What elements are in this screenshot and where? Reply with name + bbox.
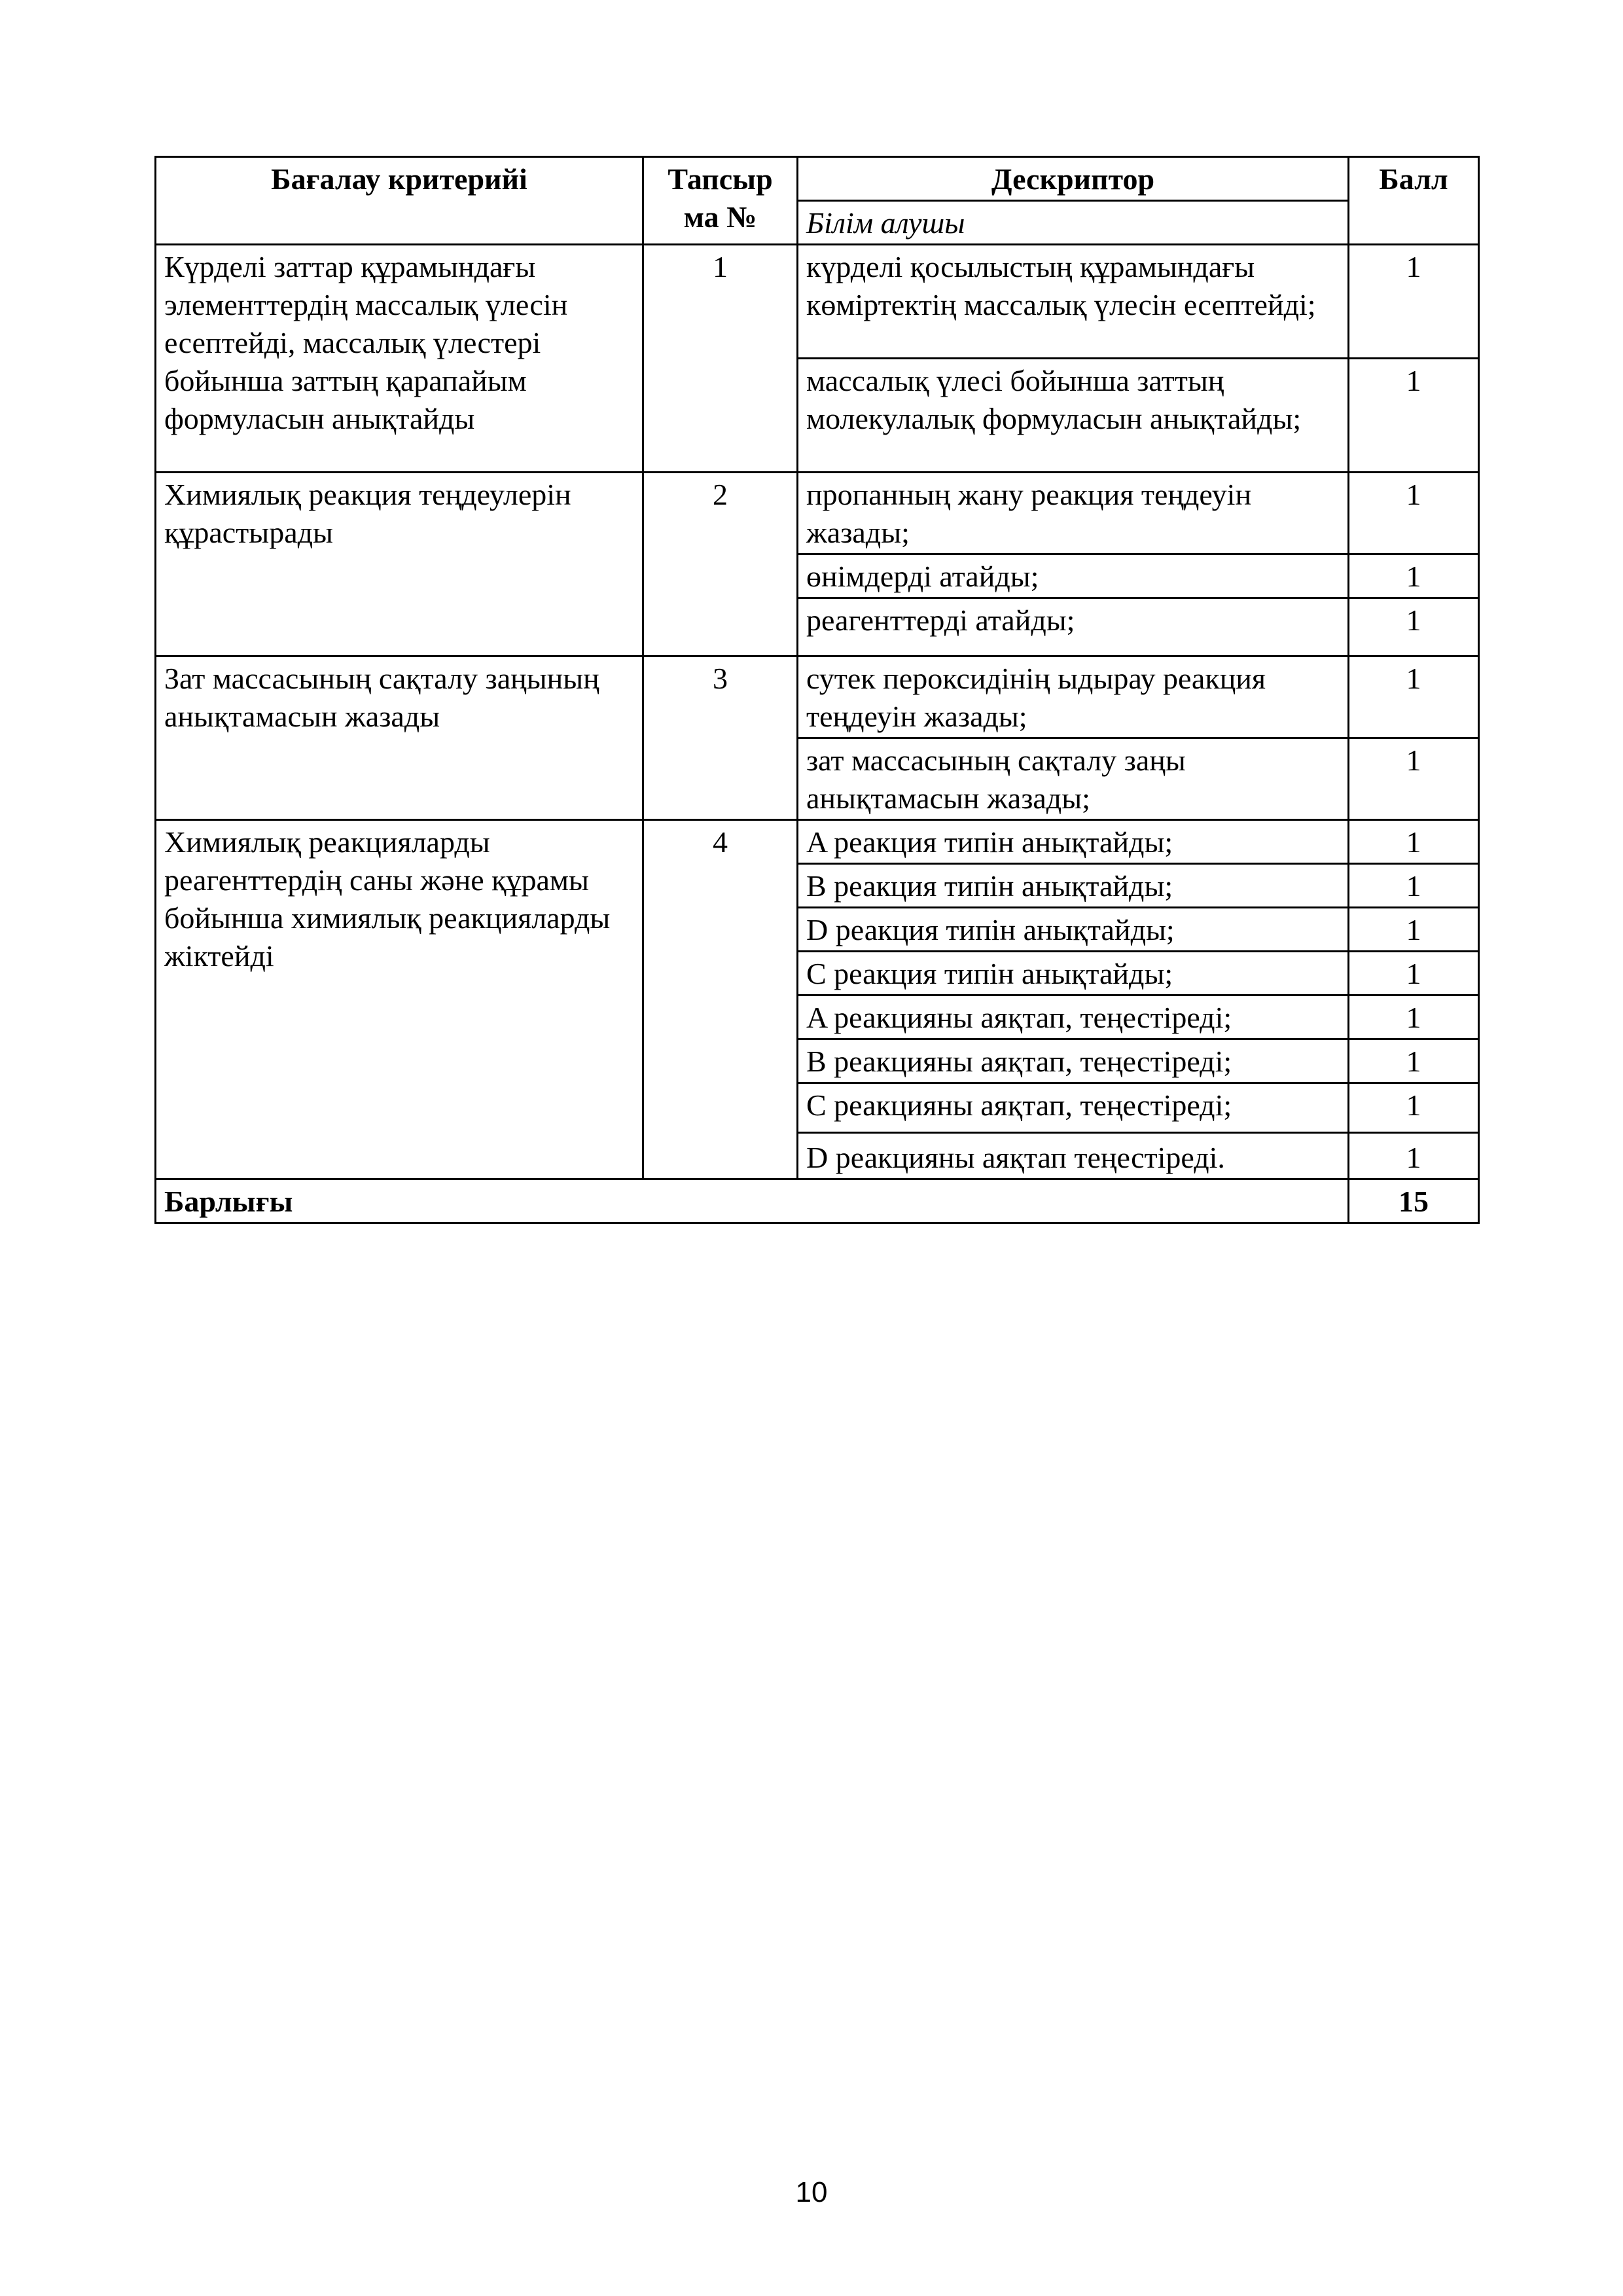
score-header: Балл: [1349, 157, 1479, 245]
descriptor-cell: зат массасының сақталу заңы анықтамасын жазады;: [798, 738, 1349, 820]
descriptor-cell: пропанның жану реакция теңдеуін жазады;: [798, 473, 1349, 554]
total-label: Барлығы: [156, 1179, 1349, 1223]
score-cell: 1: [1349, 864, 1479, 908]
descriptor-cell: массалық үлесі бойынша заттың молекулалық формуласын анықтайды;: [798, 359, 1349, 473]
score-cell: 1: [1349, 359, 1479, 473]
task-number-cell: 3: [643, 656, 798, 820]
task-number-cell: 4: [643, 820, 798, 1179]
score-cell: 1: [1349, 1039, 1479, 1083]
assessment-rubric-table: [154, 156, 1480, 1224]
descriptor-cell: күрделі қосылыстың құрамындағы көміртектің массалық үлесін есептейді;: [798, 245, 1349, 359]
criteria-header: Бағалау критерийі: [156, 157, 643, 245]
score-cell: 1: [1349, 996, 1479, 1039]
descriptor-cell: B реакция типін анықтайды;: [798, 864, 1349, 908]
score-cell: 1: [1349, 952, 1479, 996]
criterion-cell: Химиялық реакцияларды реагенттердің саны және құрамы бойынша химиялық реакцияларды жіктейді: [156, 820, 643, 1179]
score-cell: 1: [1349, 738, 1479, 820]
descriptor-cell: өнімдерді атайды;: [798, 554, 1349, 598]
score-cell: 1: [1349, 554, 1479, 598]
table-row: [156, 656, 1479, 738]
score-cell: 1: [1349, 820, 1479, 864]
score-cell: 1: [1349, 598, 1479, 656]
descriptor-subheader: Білім алушы: [798, 201, 1349, 245]
criterion-cell: Химиялық реакция теңдеулерін құрастырады: [156, 473, 643, 656]
score-cell: 1: [1349, 1083, 1479, 1133]
descriptor-cell: C реакцияны аяқтап, теңестіреді;: [798, 1083, 1349, 1133]
table-header-row: [156, 157, 1479, 201]
descriptor-cell: A реакцияны аяқтап, теңестіреді;: [798, 996, 1349, 1039]
criterion-cell: Зат массасының сақталу заңының анықтамасын жазады: [156, 656, 643, 820]
total-score: 15: [1349, 1179, 1479, 1223]
score-cell: 1: [1349, 1133, 1479, 1179]
score-cell: 1: [1349, 245, 1479, 359]
score-cell: 1: [1349, 473, 1479, 554]
score-cell: 1: [1349, 656, 1479, 738]
total-row: [156, 1179, 1479, 1223]
criterion-cell: Күрделі заттар құрамындағы элементтердің массалық үлесін есептейді, массалық үлестері бойынша заттың қарапайым формуласын анықтайды: [156, 245, 643, 473]
task-number-cell: 1: [643, 245, 798, 473]
descriptor-cell: D реакцияны аяқтап теңестіреді.: [798, 1133, 1349, 1179]
descriptor-cell: A реакция типін анықтайды;: [798, 820, 1349, 864]
descriptor-cell: сутек пероксидінің ыдырау реакция теңдеуін жазады;: [798, 656, 1349, 738]
descriptor-cell: реагенттерді атайды;: [798, 598, 1349, 656]
descriptor-cell: C реакция типін анықтайды;: [798, 952, 1349, 996]
task-number-cell: 2: [643, 473, 798, 656]
table-row: [156, 245, 1479, 359]
descriptor-cell: D реакция типін анықтайды;: [798, 908, 1349, 952]
task-number-header: Тапсыр ма №: [643, 157, 798, 245]
descriptor-header: Дескриптор: [798, 157, 1349, 201]
table-row: [156, 820, 1479, 864]
score-cell: 1: [1349, 908, 1479, 952]
table-row: [156, 473, 1479, 554]
descriptor-cell: B реакцияны аяқтап, теңестіреді;: [798, 1039, 1349, 1083]
page-number: 10: [795, 2176, 828, 2208]
